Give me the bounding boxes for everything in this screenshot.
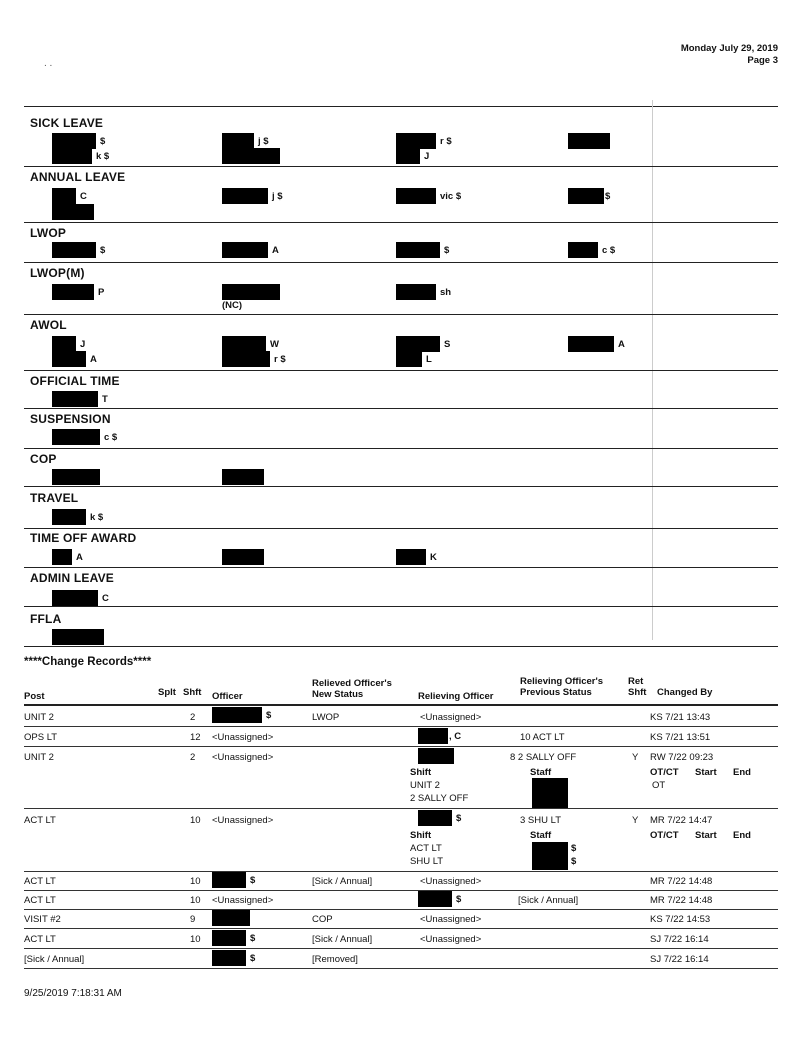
section-title-suspension: SUSPENSION <box>30 412 111 426</box>
list-item: $ <box>52 133 105 149</box>
redaction-block <box>396 148 420 164</box>
top-rule <box>24 106 778 107</box>
section-title-sick-leave: SICK LEAVE <box>30 116 104 130</box>
section-divider <box>24 448 778 449</box>
redaction-block <box>222 133 254 149</box>
list-item: A <box>52 351 97 367</box>
section-divider <box>24 222 778 223</box>
col-header-post: Post <box>24 691 45 702</box>
section-title-ffla: FFLA <box>30 612 62 626</box>
list-item: S <box>396 336 450 352</box>
redaction-block <box>52 336 76 352</box>
list-item: k $ <box>52 148 109 164</box>
redaction-block <box>212 950 246 966</box>
section-divider <box>24 370 778 371</box>
section-title-annual-leave: ANNUAL LEAVE <box>30 170 126 184</box>
list-item: P <box>52 284 104 300</box>
redaction-block <box>568 133 610 149</box>
list-item: $ <box>568 188 610 204</box>
redaction-block <box>396 133 436 149</box>
list-item: c $ <box>568 242 615 258</box>
list-item <box>222 549 264 565</box>
change-records-title: ****Change Records**** <box>24 656 152 668</box>
redaction-block <box>52 242 96 258</box>
section-divider <box>24 606 778 607</box>
list-item: j $ <box>222 188 283 204</box>
section-divider <box>24 166 778 167</box>
redaction-block <box>52 351 86 367</box>
list-item: K <box>396 549 437 565</box>
section-title-admin-leave: ADMIN LEAVE <box>30 571 114 585</box>
page-number: Page 3 <box>747 55 778 66</box>
section-title-awol: AWOL <box>30 318 67 332</box>
section-divider <box>24 528 778 529</box>
redaction-block <box>222 284 280 300</box>
footer-timestamp: 9/25/2019 7:18:31 AM <box>24 988 122 999</box>
redaction-block <box>52 629 104 645</box>
redaction-block <box>568 242 598 258</box>
row-divider <box>24 726 778 727</box>
row-divider <box>24 948 778 949</box>
list-item <box>222 469 264 485</box>
redaction-block <box>52 509 86 525</box>
col-header-relieving-officer: Relieving Officer <box>418 691 494 702</box>
section-title-lwop-m: LWOP(M) <box>30 266 85 280</box>
redaction-block <box>52 204 94 220</box>
list-item: A <box>52 549 83 565</box>
redaction-block <box>52 469 100 485</box>
redaction-block <box>396 336 440 352</box>
redaction-block <box>52 188 76 204</box>
section-divider <box>24 262 778 263</box>
row-divider <box>24 968 778 969</box>
col-header-shift: Shft <box>183 687 202 698</box>
redaction-block <box>418 810 452 826</box>
list-item <box>222 284 280 300</box>
redaction-block <box>52 549 72 565</box>
redaction-block <box>212 930 246 946</box>
list-item: A <box>222 242 279 258</box>
section-divider <box>24 567 778 568</box>
list-item: C <box>52 188 87 204</box>
redaction-block <box>52 429 100 445</box>
redaction-block <box>222 242 268 258</box>
section-divider <box>24 486 778 487</box>
redaction-block <box>212 910 250 926</box>
section-divider <box>24 314 778 315</box>
redaction-block <box>222 336 266 352</box>
redaction-block <box>418 728 448 744</box>
redaction-block <box>418 748 454 764</box>
list-item <box>52 629 104 645</box>
redaction-block <box>212 707 262 723</box>
redaction-block <box>52 284 94 300</box>
row-divider <box>24 808 778 809</box>
redaction-block <box>418 891 452 907</box>
redaction-block <box>222 148 280 164</box>
table-header-rule <box>24 704 778 706</box>
redaction-block <box>52 148 92 164</box>
section-title-cop: COP <box>30 452 57 466</box>
redaction-block <box>222 188 268 204</box>
col-header-ret-shift: Ret Shft <box>628 676 647 698</box>
section-title-travel: TRAVEL <box>30 491 79 505</box>
redaction-block <box>532 778 568 808</box>
list-item <box>222 148 280 164</box>
redaction-block <box>396 242 440 258</box>
redaction-block <box>396 188 436 204</box>
list-item <box>52 204 94 220</box>
list-item: c $ <box>52 429 117 445</box>
list-item <box>52 469 100 485</box>
row-divider <box>24 909 778 910</box>
redaction-block <box>396 549 426 565</box>
list-item: r $ <box>396 133 452 149</box>
redaction-block <box>568 336 614 352</box>
redaction-block <box>222 549 264 565</box>
list-item: $ <box>396 242 449 258</box>
list-item: L <box>396 351 432 367</box>
col-header-split: Splt <box>158 687 176 698</box>
redaction-block <box>532 842 568 870</box>
redaction-block <box>222 469 264 485</box>
redaction-block <box>568 188 604 204</box>
col-header-relieved-status: Relieved Officer's New Status <box>312 678 392 700</box>
list-item: J <box>52 336 85 352</box>
list-item: k $ <box>52 509 103 525</box>
list-item: r $ <box>222 351 286 367</box>
redaction-block <box>52 391 98 407</box>
list-item: C <box>52 590 109 606</box>
redaction-block <box>52 133 96 149</box>
section-divider <box>24 408 778 409</box>
col-header-relieving-prev-status: Relieving Officer's Previous Status <box>520 676 604 698</box>
col-header-officer: Officer <box>212 691 243 702</box>
list-item <box>568 133 610 149</box>
list-item: W <box>222 336 279 352</box>
redaction-block <box>396 351 422 367</box>
list-item: A <box>568 336 625 352</box>
col-header-changed-by: Changed By <box>657 687 713 698</box>
section-title-time-off-award: TIME OFF AWARD <box>30 531 137 545</box>
redaction-block <box>52 590 98 606</box>
list-item: T <box>52 391 108 407</box>
scan-mark: . . <box>44 58 53 69</box>
section-divider <box>24 646 778 647</box>
section-title-official-time: OFFICIAL TIME <box>30 374 120 388</box>
row-divider <box>24 890 778 891</box>
list-item: J <box>396 148 429 164</box>
redaction-block <box>396 284 436 300</box>
redaction-block <box>222 351 270 367</box>
list-item: $ <box>52 242 105 258</box>
row-divider <box>24 871 778 872</box>
list-item: j $ <box>222 133 269 149</box>
row-divider <box>24 928 778 929</box>
section-title-lwop: LWOP <box>30 226 67 240</box>
redaction-block <box>212 872 246 888</box>
nc-note: (NC) <box>222 300 243 311</box>
report-date: Monday July 29, 2019 <box>680 43 778 54</box>
list-item: vic $ <box>396 188 461 204</box>
list-item: sh <box>396 284 451 300</box>
row-divider <box>24 746 778 747</box>
